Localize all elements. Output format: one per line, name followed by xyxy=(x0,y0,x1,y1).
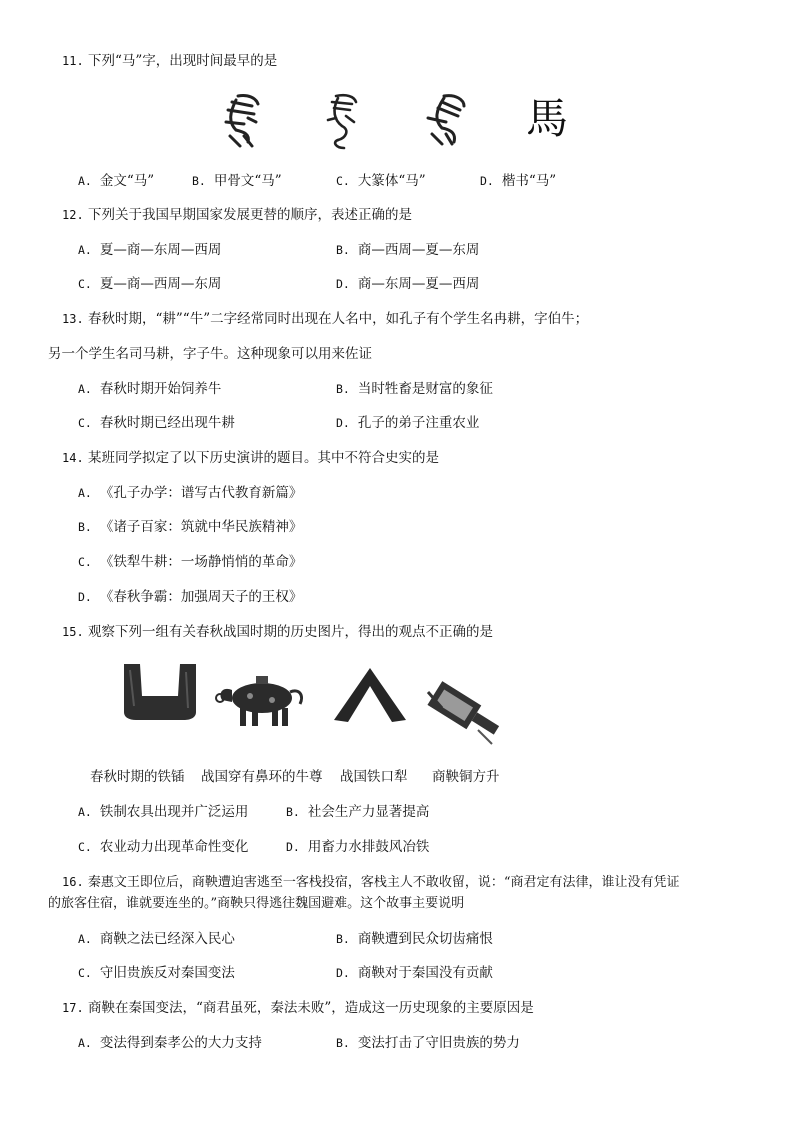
caption-bronze-measure: 商鞅铜方升 xyxy=(432,769,500,785)
q11-option-a[interactable]: A. 金文“马” xyxy=(78,173,155,189)
q16-option-b[interactable]: B. 商鞅遭到民众切齿痛恨 xyxy=(336,931,493,947)
q14-option-a[interactable]: A. 《孔子办学：谱写古代教育新篇》 xyxy=(78,485,303,501)
bronze-measure-image xyxy=(420,672,504,748)
caption-iron-plough: 战国铁口犁 xyxy=(340,769,408,785)
q11-option-c[interactable]: C. 大篆体“马” xyxy=(336,173,426,189)
q16-option-d[interactable]: D. 商鞅对于秦国没有贡献 xyxy=(336,965,493,981)
question-16: 16. 秦惠文王即位后，商鞅遭迫害逃至一客栈投宿，客栈主人不敢收留，说：“商君定有法律，谁让没有凭证 xyxy=(62,875,680,890)
iron-spade-image xyxy=(120,660,200,722)
ox-zun-image xyxy=(210,668,310,730)
question-16-line2: 的旅客住宿，谁就要连坐的。”商鞅只得逃往魏国避难。这个故事主要说明 xyxy=(48,896,465,911)
question-17: 17. 商鞅在秦国变法，“商君虽死，秦法未败”，造成这一历史现象的主要原因是 xyxy=(62,1000,534,1016)
question-11 xyxy=(62,52,277,70)
q14-option-b[interactable]: B. 《诸子百家：筑就中华民族精神》 xyxy=(78,519,303,535)
q15-option-b[interactable]: B. 社会生产力显著提高 xyxy=(286,804,430,820)
caption-iron-spade: 春秋时期的铁锸 xyxy=(90,769,185,785)
q15-option-d[interactable]: D. 用畜力水排鼓风冶铁 xyxy=(286,839,430,855)
q13-option-c[interactable]: C. 春秋时期已经出现牛耕 xyxy=(78,415,235,431)
q13-option-a[interactable]: A. 春秋时期开始饲养牛 xyxy=(78,381,222,397)
q12-option-d[interactable]: D. 商—东周—夏—西周 xyxy=(336,276,480,292)
q14-option-d[interactable]: D. 《春秋争霸：加强周天子的王权》 xyxy=(78,589,303,605)
q13-option-b[interactable]: B. 当时牲畜是财富的象征 xyxy=(336,381,493,397)
q13-option-d[interactable]: D. 孔子的弟子注重农业 xyxy=(336,415,480,431)
horse-jinwen-image xyxy=(218,92,266,150)
question-12: 12. 下列关于我国早期国家发展更替的顺序，表述正确的是 xyxy=(62,207,412,223)
question-stem: 下列“马”字，出现时间最早的是 xyxy=(87,53,278,69)
q14-option-c[interactable]: C. 《铁犁牛耕：一场静悄悄的革命》 xyxy=(78,554,303,570)
q17-option-a[interactable]: A. 变法得到秦孝公的大力支持 xyxy=(78,1035,262,1051)
question-13-line2: 另一个学生名司马耕，字子牛。这种现象可以用来佐证 xyxy=(48,346,372,362)
iron-plough-image xyxy=(332,664,408,726)
question-15: 15. 观察下列一组有关春秋战国时期的历史图片，得出的观点不正确的是 xyxy=(62,624,493,640)
q16-option-c[interactable]: C. 守旧贵族反对秦国变法 xyxy=(78,965,235,981)
q12-option-c[interactable]: C. 夏—商—西周—东周 xyxy=(78,276,222,292)
q11-option-b[interactable]: B. 甲骨文“马” xyxy=(192,173,282,189)
q15-option-a[interactable]: A. 铁制农具出现并广泛运用 xyxy=(78,804,249,820)
q12-option-a[interactable]: A. 夏—商—东周—西周 xyxy=(78,242,222,258)
horse-kaishu-glyph: 馬 xyxy=(526,94,569,143)
caption-ox-zun: 战国穿有鼻环的牛尊 xyxy=(201,769,323,785)
question-14: 14. 某班同学拟定了以下历史演讲的题目。其中不符合史实的是 xyxy=(62,450,439,466)
q16-option-a[interactable]: A. 商鞅之法已经深入民心 xyxy=(78,931,235,947)
horse-dazhuan-image xyxy=(422,92,472,148)
q17-option-b[interactable]: B. 变法打击了守旧贵族的势力 xyxy=(336,1035,520,1051)
q11-option-d[interactable]: D. 楷书“马” xyxy=(480,173,557,189)
q15-option-c[interactable]: C. 农业动力出现革命性变化 xyxy=(78,839,249,855)
question-13: 13. 春秋时期，“耕”“牛”二字经常同时出现在人名中，如孔子有个学生名冉耕，字伯牛； xyxy=(62,311,589,327)
horse-jiaguwen-image xyxy=(322,92,362,152)
q12-option-b[interactable]: B. 商—西周—夏—东周 xyxy=(336,242,480,258)
question-number: 11. xyxy=(62,54,84,68)
